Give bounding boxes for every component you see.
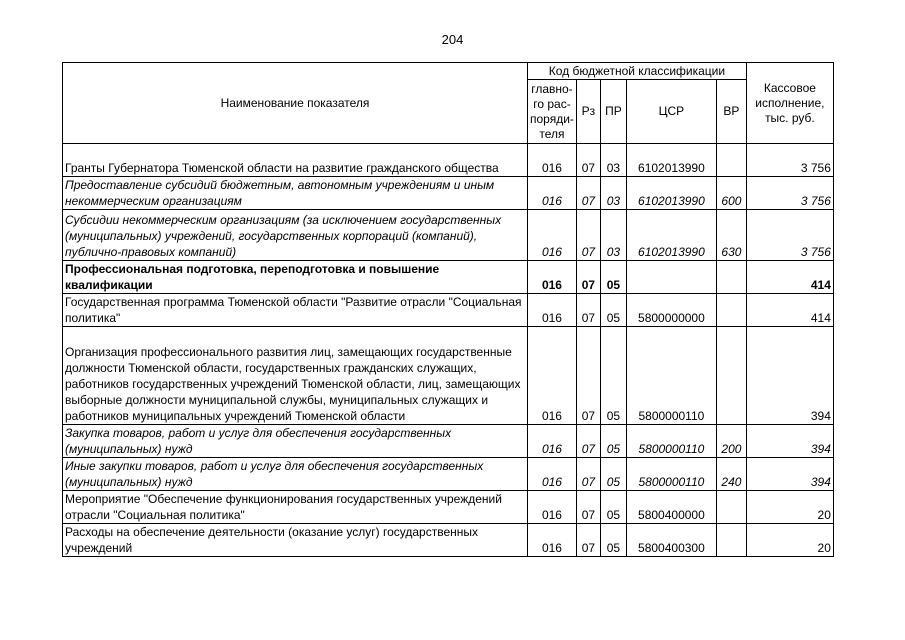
cell-glavn: 016 — [528, 294, 577, 327]
cell-glavn: 016 — [528, 177, 577, 210]
cell-rz: 07 — [576, 261, 600, 294]
table-row — [63, 210, 834, 261]
cell-pr: 05 — [600, 524, 626, 557]
cell-amount: 414 — [746, 261, 833, 294]
cell-rz: 07 — [576, 491, 600, 524]
cell-rz: 07 — [576, 425, 600, 458]
cell-amount: 394 — [746, 327, 833, 425]
cell-amount: 394 — [746, 425, 833, 458]
table-body — [63, 144, 834, 557]
cell-glavn: 016 — [528, 327, 577, 425]
cell-pr: 03 — [600, 210, 626, 261]
cell-amount: 394 — [746, 458, 833, 491]
cell-csr: 5800400000 — [626, 491, 716, 524]
table-row — [63, 491, 834, 524]
cell-csr: 5800400300 — [626, 524, 716, 557]
cell-csr — [626, 261, 716, 294]
cell-vr — [716, 144, 746, 177]
cell-name: Гранты Губернатора Тюменской области на развитие гражданского общества — [63, 144, 528, 177]
page-number: 204 — [441, 32, 464, 47]
cell-name: Мероприятие "Обеспечение функционирования государственных учреждений отрасли "Социальная политика" — [63, 491, 528, 524]
header-csr: ЦСР — [626, 80, 716, 144]
header-name: Наименование показателя — [63, 63, 528, 144]
cell-vr: 200 — [716, 425, 746, 458]
cell-glavn: 016 — [528, 210, 577, 261]
cell-amount: 3 756 — [746, 177, 833, 210]
cell-amount: 3 756 — [746, 144, 833, 177]
cell-glavn: 016 — [528, 144, 577, 177]
cell-vr — [716, 261, 746, 294]
cell-rz: 07 — [576, 294, 600, 327]
header-kass: Кассовое исполнение, тыс. руб. — [746, 63, 833, 144]
cell-rz: 07 — [576, 210, 600, 261]
header-glavn: главно-го рас-поряди-теля — [528, 80, 577, 144]
cell-pr: 05 — [600, 491, 626, 524]
cell-amount: 20 — [746, 524, 833, 557]
header-code-group: Код бюджетной классификации — [528, 63, 747, 80]
cell-name: Расходы на обеспечение деятельности (оказание услуг) государственных учреждений — [63, 524, 528, 557]
header-pr: ПР — [600, 80, 626, 144]
cell-vr: 630 — [716, 210, 746, 261]
cell-name: Профессиональная подготовка, переподготовка и повышение квалификации — [63, 261, 528, 294]
cell-pr: 03 — [600, 177, 626, 210]
cell-csr: 5800000110 — [626, 458, 716, 491]
cell-rz: 07 — [576, 144, 600, 177]
cell-glavn: 016 — [528, 491, 577, 524]
budget-table — [62, 62, 834, 557]
cell-csr: 5800000000 — [626, 294, 716, 327]
cell-pr: 05 — [600, 458, 626, 491]
cell-csr: 5800000110 — [626, 327, 716, 425]
cell-name: Государственная программа Тюменской области "Развитие отрасли "Социальная политика" — [63, 294, 528, 327]
cell-glavn: 016 — [528, 458, 577, 491]
cell-pr: 05 — [600, 294, 626, 327]
table-row — [63, 458, 834, 491]
cell-amount: 3 756 — [746, 210, 833, 261]
cell-vr — [716, 327, 746, 425]
cell-pr: 03 — [600, 144, 626, 177]
cell-csr: 6102013990 — [626, 210, 716, 261]
table-row — [63, 294, 834, 327]
cell-csr: 6102013990 — [626, 144, 716, 177]
cell-name: Предоставление субсидий бюджетным, автономным учреждениям и иным некоммерческим организациям — [63, 177, 528, 210]
cell-csr: 5800000110 — [626, 425, 716, 458]
table-row — [63, 261, 834, 294]
header-vr: ВР — [716, 80, 746, 144]
cell-vr: 240 — [716, 458, 746, 491]
cell-name: Иные закупки товаров, работ и услуг для обеспечения государственных (муниципальных) нужд — [63, 458, 528, 491]
cell-glavn: 016 — [528, 524, 577, 557]
cell-name: Организация профессионального развития лиц, замещающих государственные должности Тюменской области, государственных гражданских служащих, работников государственных учреждений Тюменской области, лиц, замещающих выборные должности муниципальной службы, муниципальных служащих и работников муниципальных учреждений Тюменской области — [63, 327, 528, 425]
table-row — [63, 177, 834, 210]
cell-rz: 07 — [576, 458, 600, 491]
cell-amount: 414 — [746, 294, 833, 327]
cell-vr — [716, 294, 746, 327]
cell-rz: 07 — [576, 177, 600, 210]
table-row — [63, 524, 834, 557]
cell-amount: 20 — [746, 491, 833, 524]
cell-rz: 07 — [576, 524, 600, 557]
cell-glavn: 016 — [528, 425, 577, 458]
cell-rz: 07 — [576, 327, 600, 425]
cell-pr: 05 — [600, 261, 626, 294]
cell-name: Закупка товаров, работ и услуг для обеспечения государственных (муниципальных) нужд — [63, 425, 528, 458]
cell-glavn: 016 — [528, 261, 577, 294]
cell-vr — [716, 524, 746, 557]
table-row — [63, 327, 834, 425]
header-rz: Рз — [576, 80, 600, 144]
table-row — [63, 425, 834, 458]
cell-csr: 6102013990 — [626, 177, 716, 210]
cell-vr — [716, 491, 746, 524]
cell-name: Субсидии некоммерческим организациям (за исключением государственных (муниципальных) учреждений, государственных корпораций (компаний), публично-правовых компаний) — [63, 210, 528, 261]
table-row — [63, 144, 834, 177]
cell-pr: 05 — [600, 327, 626, 425]
cell-pr: 05 — [600, 425, 626, 458]
cell-vr: 600 — [716, 177, 746, 210]
